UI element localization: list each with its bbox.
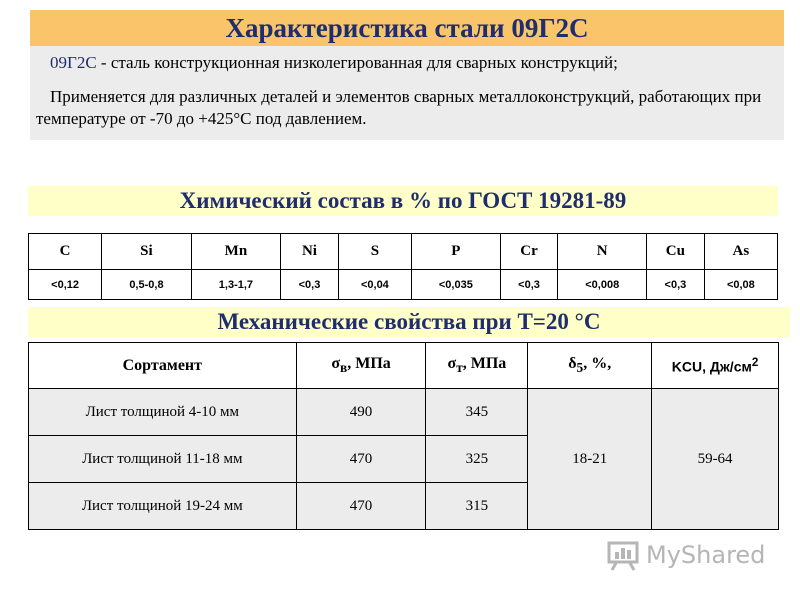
chemical-header-row <box>29 234 778 270</box>
chemical-section-title: Химический состав в % по ГОСТ 19281-89 <box>28 186 778 216</box>
watermark-logo <box>606 537 768 573</box>
sigma-v-cell: 470 <box>296 483 426 530</box>
element-cell: C <box>29 234 102 270</box>
sigma-symbol: σ <box>447 354 457 372</box>
sigma-t-subscript: т <box>456 360 463 376</box>
header-delta <box>528 343 652 389</box>
sigma-symbol: σ <box>331 354 341 372</box>
value-cell: <0,3 <box>281 270 339 300</box>
sigma-t-cell: 315 <box>426 483 528 530</box>
header-sigma-v <box>296 343 426 389</box>
value-cell: <0,12 <box>29 270 102 300</box>
unit-label: , МПа <box>462 354 507 372</box>
element-cell: As <box>704 234 777 270</box>
sigma-t-cell: 325 <box>426 436 528 483</box>
sigma-v-subscript: в <box>340 360 348 376</box>
value-cell: <0,3 <box>647 270 705 300</box>
value-cell: 0,5-0,8 <box>102 270 191 300</box>
element-cell: Cu <box>647 234 705 270</box>
element-cell: Cr <box>500 234 558 270</box>
delta-symbol: δ <box>568 354 577 372</box>
header-kcu <box>652 343 779 389</box>
description-block <box>30 46 784 140</box>
value-cell: 1,3-1,7 <box>191 270 280 300</box>
delta-cell: 18-21 <box>528 389 652 530</box>
element-cell: S <box>338 234 411 270</box>
value-cell: <0,3 <box>500 270 558 300</box>
delta-subscript: 5 <box>576 360 584 376</box>
sortament-cell: Лист толщиной 4-10 мм <box>29 389 297 436</box>
mechanical-section-title: Механические свойства при Т=20 °С <box>28 307 790 337</box>
steel-code: 09Г2С <box>50 53 97 72</box>
element-cell: P <box>412 234 501 270</box>
presentation-board-icon <box>606 539 640 571</box>
value-cell: <0,035 <box>412 270 501 300</box>
value-cell: <0,04 <box>338 270 411 300</box>
element-cell: Si <box>102 234 191 270</box>
watermark-text: MyShared <box>646 541 766 569</box>
unit-label: , %, <box>583 354 612 372</box>
chemical-composition-table <box>28 233 778 300</box>
sigma-t-cell: 345 <box>426 389 528 436</box>
element-cell: Mn <box>191 234 280 270</box>
value-cell: <0,008 <box>558 270 647 300</box>
kcu-superscript: 2 <box>751 356 759 370</box>
page-title: Характеристика стали 09Г2С <box>30 10 784 46</box>
table-row <box>29 389 779 436</box>
header-sortament: Сортамент <box>29 343 297 389</box>
chemical-values-row <box>29 270 778 300</box>
kcu-label: KCU, Дж/см <box>671 358 752 375</box>
value-cell: <0,08 <box>704 270 777 300</box>
mechanical-header-row <box>29 343 779 389</box>
sigma-v-cell: 490 <box>296 389 426 436</box>
unit-label: , МПа <box>347 354 391 372</box>
header-sigma-t <box>426 343 528 389</box>
mechanical-properties-table <box>28 342 779 530</box>
description-line-1 <box>36 52 776 74</box>
sortament-cell: Лист толщиной 19-24 мм <box>29 483 297 530</box>
sortament-cell: Лист толщиной 11-18 мм <box>29 436 297 483</box>
sigma-v-cell: 470 <box>296 436 426 483</box>
kcu-cell: 59-64 <box>652 389 779 530</box>
description-line-2: Применяется для различных деталей и элементов сварных металлоконструкций, работающих при температуре от -70 до +425°С под давлением. <box>36 87 762 128</box>
element-cell: N <box>558 234 647 270</box>
element-cell: Ni <box>281 234 339 270</box>
description-line-1-text: - сталь конструкционная низколегированная для сварных конструкций; <box>96 53 618 72</box>
